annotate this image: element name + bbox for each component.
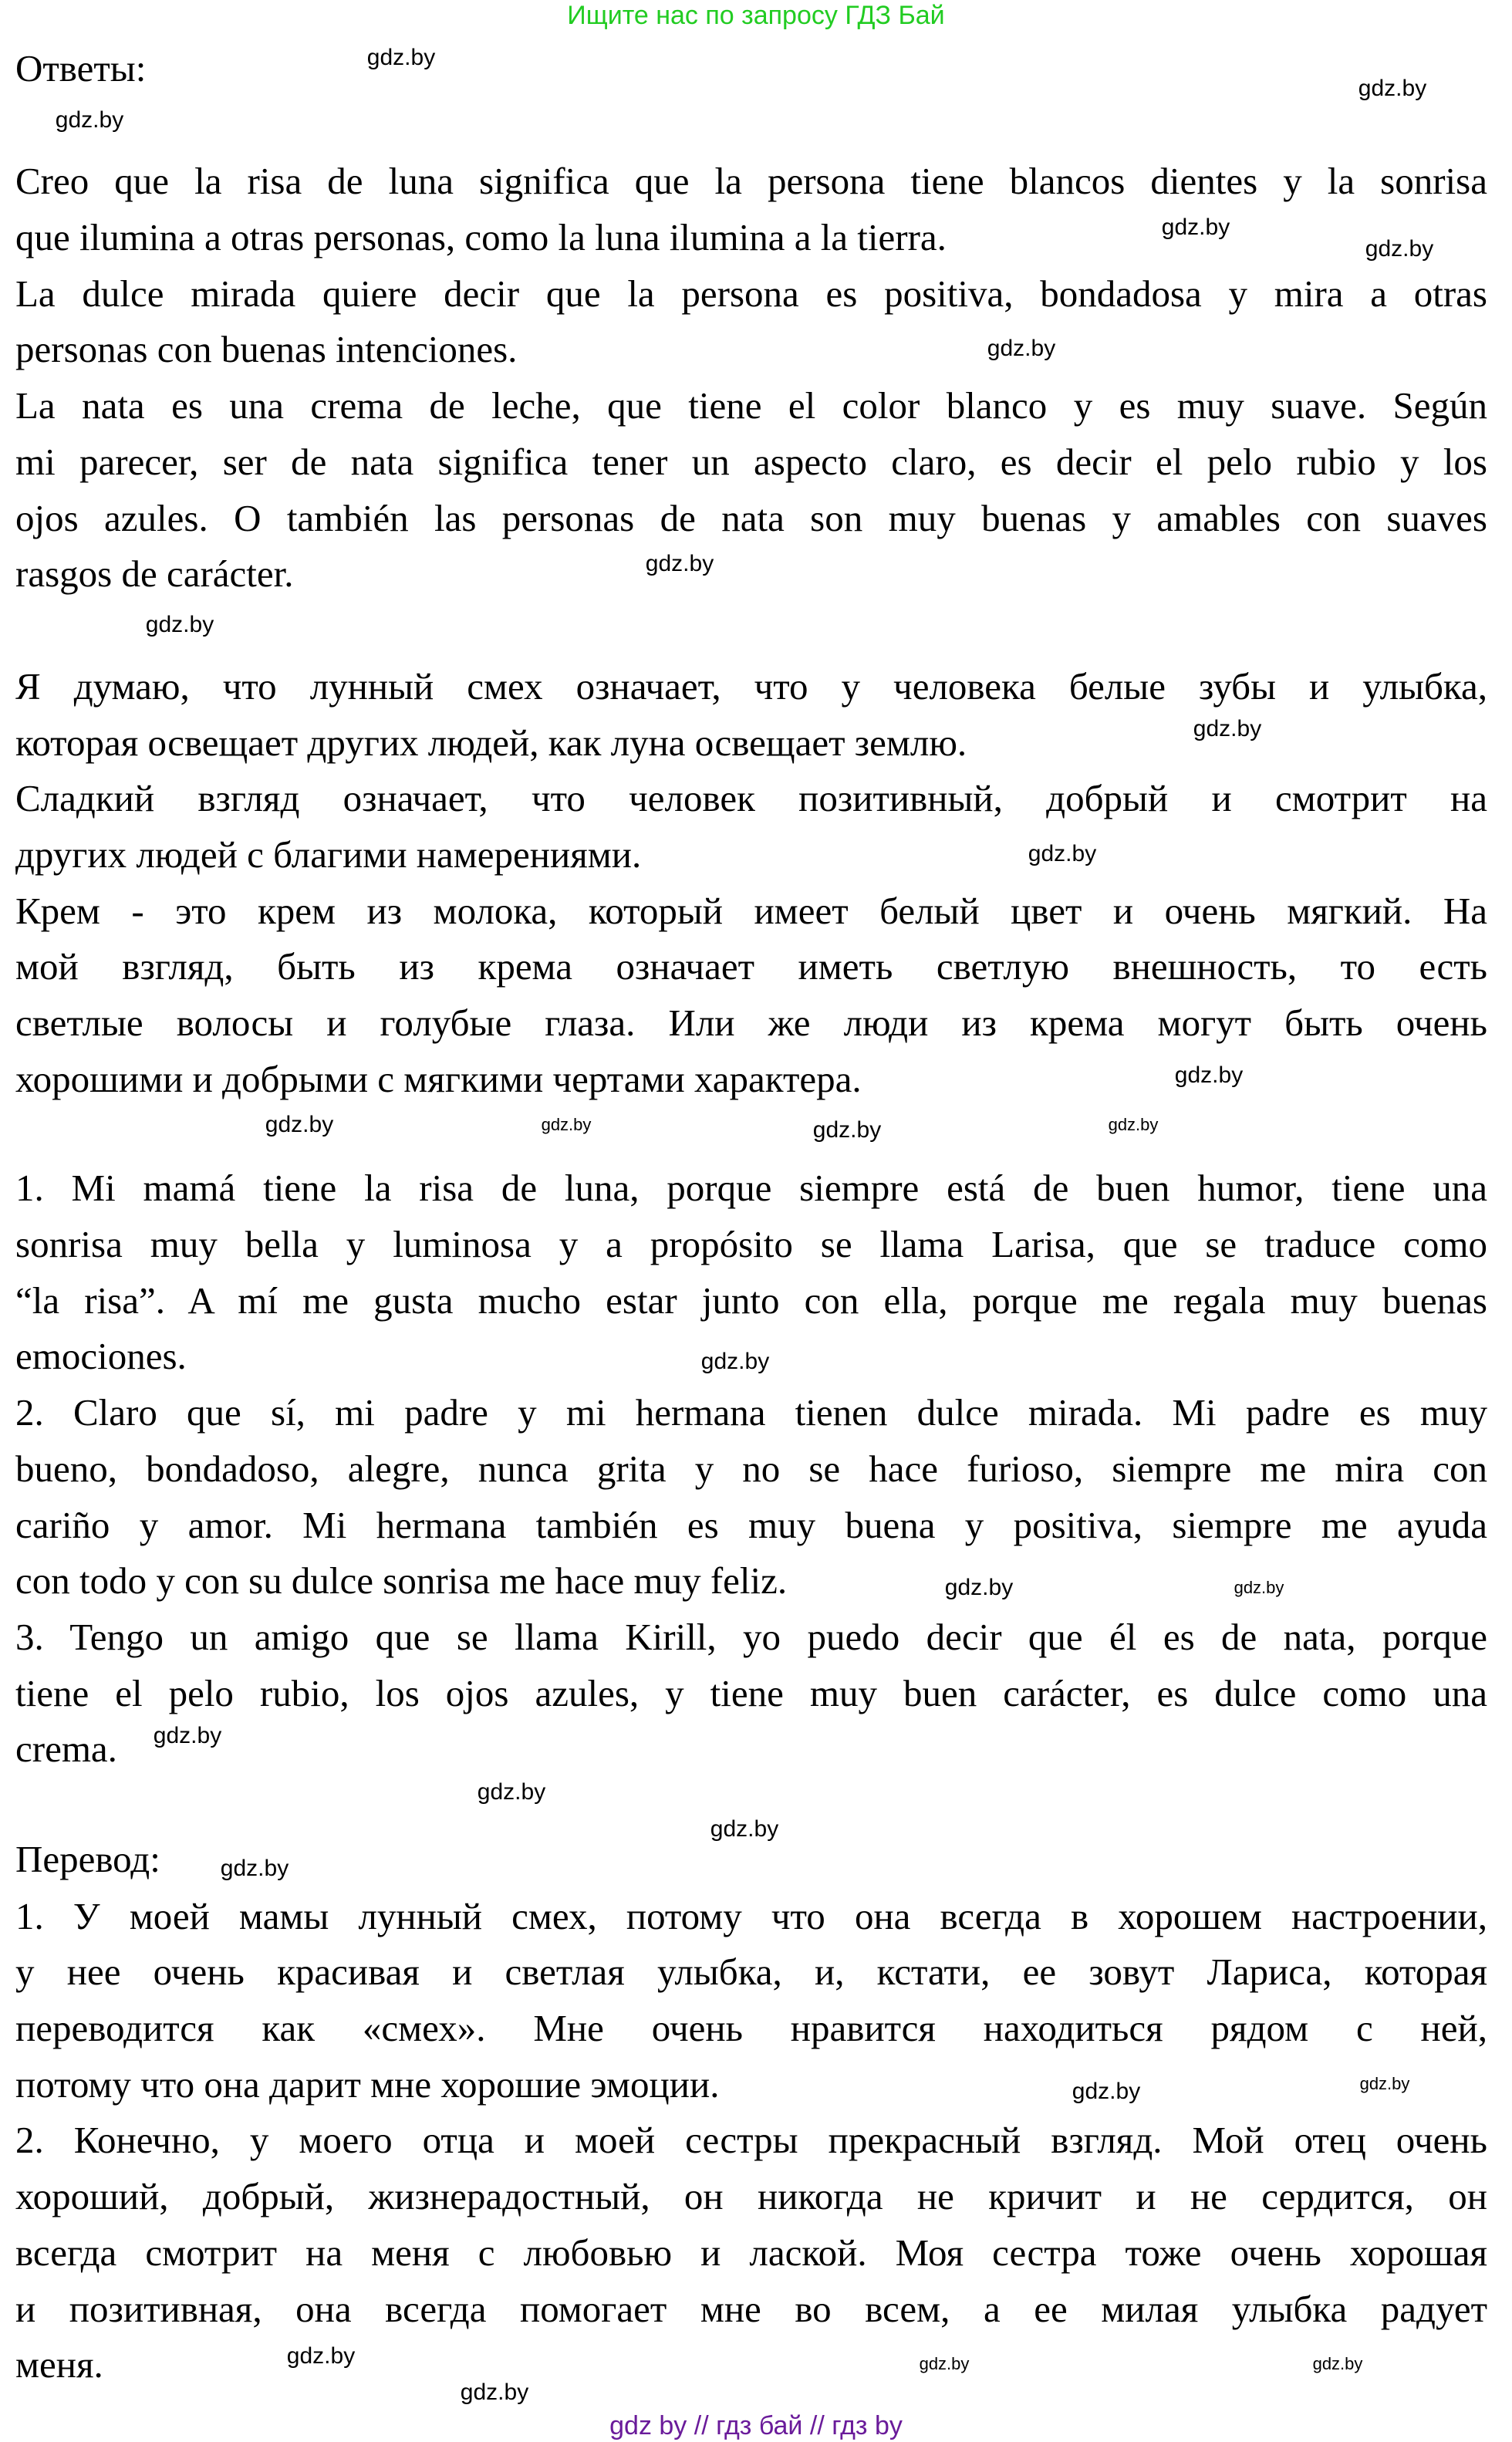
answer-line: con todo y con su dulce sonrisa me hace muy feliz. <box>15 1559 788 1602</box>
footer-banner[interactable]: gdz by // гдз бай // гдз by <box>609 2411 903 2440</box>
watermark: gdz.by <box>153 1723 222 1748</box>
answer-line: 2. Claro que sí, mi padre y mi hermana tienen dulce mirada. Mi padre es muy <box>15 1391 1487 1434</box>
answer-line: Creo que la risa de luna significa que la persona tiene blancos dientes y la sonrisa <box>15 160 1487 202</box>
watermark: gdz.by <box>1234 1578 1284 1597</box>
watermark: gdz.by <box>477 1779 546 1805</box>
watermark: gdz.by <box>1028 841 1097 866</box>
translation-line: хороший, добрый, жизнерадостный, он никогда не кричит и не сердится, он <box>15 2175 1487 2217</box>
watermark: gdz.by <box>460 2380 529 2405</box>
answer-line: mi parecer, ser de nata significa tener un aspecto claro, es decir el pelo rubio y los <box>15 441 1487 483</box>
translation-line: и позитивная, она всегда помогает мне во всем, а ее милая улыбка радует <box>15 2288 1487 2330</box>
watermark: gdz.by <box>366 45 436 70</box>
watermark: gdz.by <box>55 107 124 133</box>
watermark: gdz.by <box>265 1112 334 1137</box>
answer-line: хорошими и добрыми с мягкими чертами характера. <box>15 1058 862 1100</box>
answer-line: Крем - это крем из молока, который имеет белый цвет и очень мягкий. На <box>15 890 1487 932</box>
translation-heading: Перевод: <box>15 1838 160 1880</box>
translation-line: 2. Конечно, у моего отца и моей сестры прекрасный взгляд. Мой отец очень <box>15 2119 1487 2161</box>
answer-line: других людей с благими намерениями. <box>15 833 642 876</box>
watermark: gdz.by <box>1193 716 1262 741</box>
answer-line: Я думаю, что лунный смех означает, что у человека белые зубы и улыбка, <box>15 665 1487 708</box>
answer-line: emociones. <box>15 1335 187 1377</box>
watermark: gdz.by <box>700 1349 770 1374</box>
watermark: gdz.by <box>645 551 714 576</box>
watermark: gdz.by <box>1174 1062 1244 1088</box>
watermark: gdz.by <box>1161 214 1230 240</box>
answer-line: мой взгляд, быть из крема означает иметь светлую внешность, то есть <box>15 945 1487 988</box>
translation-line: потому что она дарит мне хорошие эмоции. <box>15 2063 720 2106</box>
answer-line: bueno, bondadoso, alegre, nunca grita y no se hace furioso, siempre me mira con <box>15 1447 1487 1490</box>
translation-line: меня. <box>15 2343 103 2386</box>
watermark: gdz.by <box>1358 76 1427 101</box>
watermark: gdz.by <box>1108 1115 1159 1134</box>
watermark: gdz.by <box>1072 2079 1141 2104</box>
answers-heading: Ответы: <box>15 47 147 90</box>
watermark: gdz.by <box>710 1816 779 1842</box>
answer-line: personas con buenas intenciones. <box>15 328 518 370</box>
answer-line: rasgos de carácter. <box>15 552 294 595</box>
watermark: gdz.by <box>1365 236 1434 262</box>
answer-line: sonrisa muy bella y luminosa y a propósito se llama Larisa, que se traduce como <box>15 1223 1487 1265</box>
answer-line: которая освещает других людей, как луна освещает землю. <box>15 721 967 764</box>
watermark: gdz.by <box>944 1575 1014 1600</box>
translation-line: 1. У моей мамы лунный смех, потому что она всегда в хорошем настроении, <box>15 1895 1487 1937</box>
answer-line: crema. <box>15 1728 117 1770</box>
answer-line: tiene el pelo rubio, los ojos azules, y tiene muy buen carácter, es dulce como una <box>15 1672 1487 1714</box>
answer-line: 3. Tengo un amigo que se llama Kirill, yo puedo decir que él es de nata, porque <box>15 1616 1487 1658</box>
watermark: gdz.by <box>145 612 214 637</box>
watermark: gdz.by <box>919 2354 970 2373</box>
answer-line: “la risa”. A mí me gusta mucho estar junto con ella, porque me regala muy buenas <box>15 1279 1487 1322</box>
answer-line: светлые волосы и голубые глаза. Или же люди из крема могут быть очень <box>15 1001 1487 1044</box>
watermark: gdz.by <box>812 1117 882 1143</box>
translation-line: у нее очень красивая и светлая улыбка, и, кстати, ее зовут Лариса, которая <box>15 1951 1487 1993</box>
translation-line: всегда смотрит на меня с любовью и лаской. Моя сестра тоже очень хорошая <box>15 2231 1487 2274</box>
answer-line: ojos azules. O también las personas de nata son muy buenas y amables con suaves <box>15 497 1487 539</box>
watermark: gdz.by <box>1359 2074 1410 2093</box>
translation-line: переводится как «смех». Мне очень нравится находиться рядом с ней, <box>15 2007 1487 2049</box>
answer-line: que ilumina a otras personas, como la luna ilumina a la tierra. <box>15 216 947 258</box>
watermark: gdz.by <box>987 336 1056 361</box>
watermark: gdz.by <box>541 1115 592 1134</box>
answer-line: cariño y amor. Mi hermana también es muy buena y positiva, siempre me ayuda <box>15 1504 1487 1546</box>
answer-line: La nata es una crema de leche, que tiene el color blanco y es muy suave. Según <box>15 384 1487 427</box>
watermark: gdz.by <box>1312 2354 1363 2373</box>
answer-line: Сладкий взгляд означает, что человек позитивный, добрый и смотрит на <box>15 777 1487 819</box>
header-banner[interactable]: Ищите нас по запросу ГДЗ Бай <box>567 1 945 30</box>
answer-line: 1. Mi mamá tiene la risa de luna, porque siempre está de buen humor, tiene una <box>15 1167 1487 1209</box>
answer-line: La dulce mirada quiere decir que la persona es positiva, bondadosa y mira a otras <box>15 272 1487 315</box>
watermark: gdz.by <box>286 2343 356 2369</box>
watermark: gdz.by <box>220 1856 289 1881</box>
